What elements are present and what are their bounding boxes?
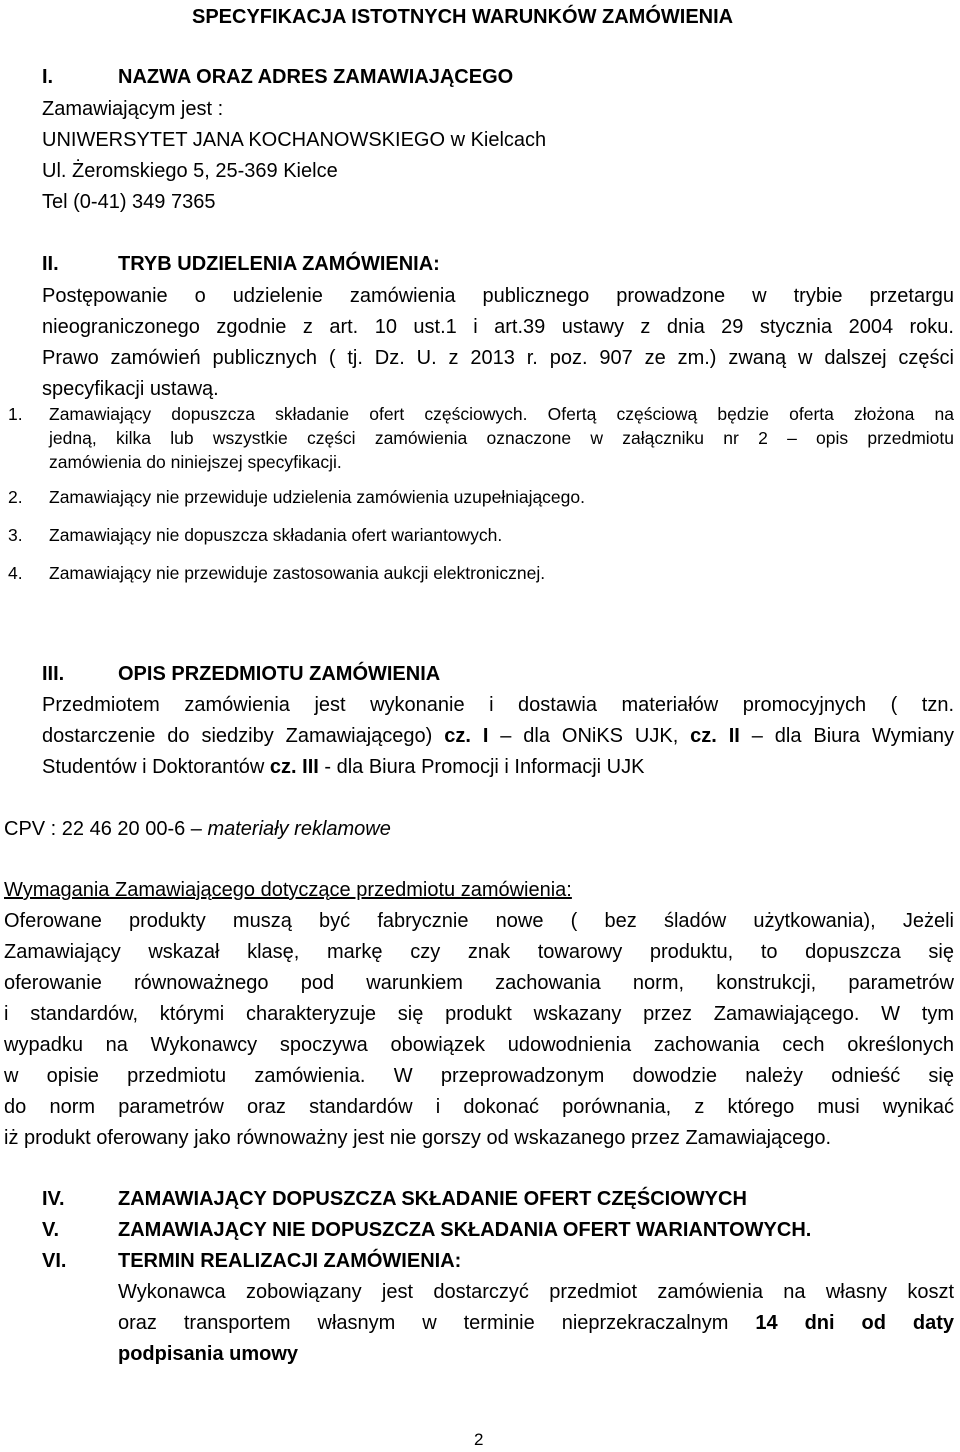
list-item-line: Zamawiający nie przewiduje udzielenia zamówienia uzupełniającego. [49, 487, 585, 507]
section-3-line: dostarczenie do siedziby Zamawiającego) cz. I – dla ONiKS UJK, cz. II – dla Biura Wymiany [42, 725, 955, 747]
list-item-number: 3. [8, 525, 23, 545]
page-number: 2 [474, 1430, 484, 1449]
requirements-line: wypadku na Wykonawcy spoczywa obowiązek udowodnienia zachowania cech określonych [4, 1034, 954, 1056]
list-item-line: Zamawiający nie dopuszcza składania ofert wariantowych. [49, 525, 503, 545]
requirements-line: i standardów, którymi charakteryzuje się produkt wskazany przez Zamawiającego. W tym [4, 1003, 954, 1025]
list-item-line: zamówienia do niniejszej specyfikacji. [49, 452, 342, 472]
section-3-numeral: III. [42, 663, 65, 685]
section-4-numeral: IV. [42, 1188, 65, 1210]
section-6-heading: TERMIN REALIZACJI ZAMÓWIENIA: [118, 1250, 462, 1272]
section-1-line: Tel (0-41) 349 7365 [42, 191, 216, 213]
section-2-line: Postępowanie o udzielenie zamówienia publicznego prowadzone w trybie przetargu [42, 285, 954, 307]
document-title: SPECYFIKACJA ISTOTNYCH WARUNKÓW ZAMÓWIENIA [192, 6, 734, 28]
section-1-line: Zamawiającym jest : [42, 98, 224, 120]
section-2-line: specyfikacji ustawą. [42, 378, 219, 400]
requirements-line: Zamawiający wskazał klasę, markę czy znak towarowy produktu, to dopuszcza się [4, 941, 954, 963]
section-5-heading: ZAMAWIAJĄCY NIE DOPUSZCZA SKŁADANIA OFERT WARIANTOWYCH. [118, 1219, 812, 1241]
requirements-heading: Wymagania Zamawiającego dotyczące przedmiotu zamówienia: [4, 879, 572, 901]
list-item-line: Zamawiający nie przewiduje zastosowania aukcji elektronicznej. [49, 563, 546, 583]
section-2-numeral: II. [42, 253, 59, 275]
list-item-number: 1. [8, 404, 23, 424]
section-1-heading: NAZWA ORAZ ADRES ZAMAWIAJĄCEGO [118, 66, 514, 88]
requirements-line: w opisie przedmiotu zamówienia. W przeprowadzonym dowodzie należy odnieść się [4, 1065, 954, 1087]
section-3-line: Przedmiotem zamówienia jest wykonanie i dostawia materiałów promocyjnych ( tzn. [42, 694, 954, 716]
section-2-line: Prawo zamówień publicznych ( tj. Dz. U. z 2013 r. poz. 907 ze zm.) zwaną w dalszej części [42, 347, 954, 369]
requirements-line: Oferowane produkty muszą być fabrycznie nowe ( bez śladów użytkowania), Jeżeli [4, 910, 954, 932]
list-item-line: jedną, kilka lub wszystkie części zamówienia oznaczone w załączniku nr 2 ‒ opis przedmiotu [49, 428, 954, 448]
requirements-line: oferowanie równoważnego pod warunkiem zachowania norm, konstrukcji, parametrów [4, 972, 954, 994]
section-1-line: UNIWERSYTET JANA KOCHANOWSKIEGO w Kielcach [42, 129, 547, 151]
section-6-numeral: VI. [42, 1250, 67, 1272]
section-3-line: Studentów i Doktorantów cz. III - dla Biura Promocji i Informacji UJK [42, 756, 645, 778]
section-1-line: Ul. Żeromskiego 5, 25-369 Kielce [42, 160, 338, 182]
list-item-number: 2. [8, 487, 23, 507]
section-2-line: nieograniczonego zgodnie z art. 10 ust.1 i art.39 ustawy z dnia 29 stycznia 2004 roku. [42, 316, 954, 338]
section-4-heading: ZAMAWIAJĄCY DOPUSZCZA SKŁADANIE OFERT CZĘŚCIOWYCH [118, 1188, 747, 1210]
requirements-line: do norm parametrów oraz standardów i dokonać porównania, z którego musi wynikać [4, 1096, 954, 1118]
section-2-heading: TRYB UDZIELENIA ZAMÓWIENIA: [118, 253, 440, 275]
section-6-line: podpisania umowy [118, 1343, 299, 1365]
section-1-numeral: I. [42, 66, 54, 88]
requirements-line: iż produkt oferowany jako równoważny jest nie gorszy od wskazanego przez Zamawiającego. [4, 1127, 832, 1149]
section-5-numeral: V. [42, 1219, 60, 1241]
list-item-line: Zamawiający dopuszcza składanie ofert częściowych. Ofertą częściową będzie oferta złożona na [49, 404, 954, 424]
cpv-line: CPV : 22 46 20 00-6 – materiały reklamowe [4, 818, 391, 840]
list-item-number: 4. [8, 563, 23, 583]
section-6-line: oraz transportem własnym w terminie nieprzekraczalnym 14 dni od daty [118, 1312, 954, 1334]
section-6-line: Wykonawca zobowiązany jest dostarczyć przedmiot zamówienia na własny koszt [118, 1281, 954, 1303]
section-3-heading: OPIS PRZEDMIOTU ZAMÓWIENIA [118, 663, 441, 685]
